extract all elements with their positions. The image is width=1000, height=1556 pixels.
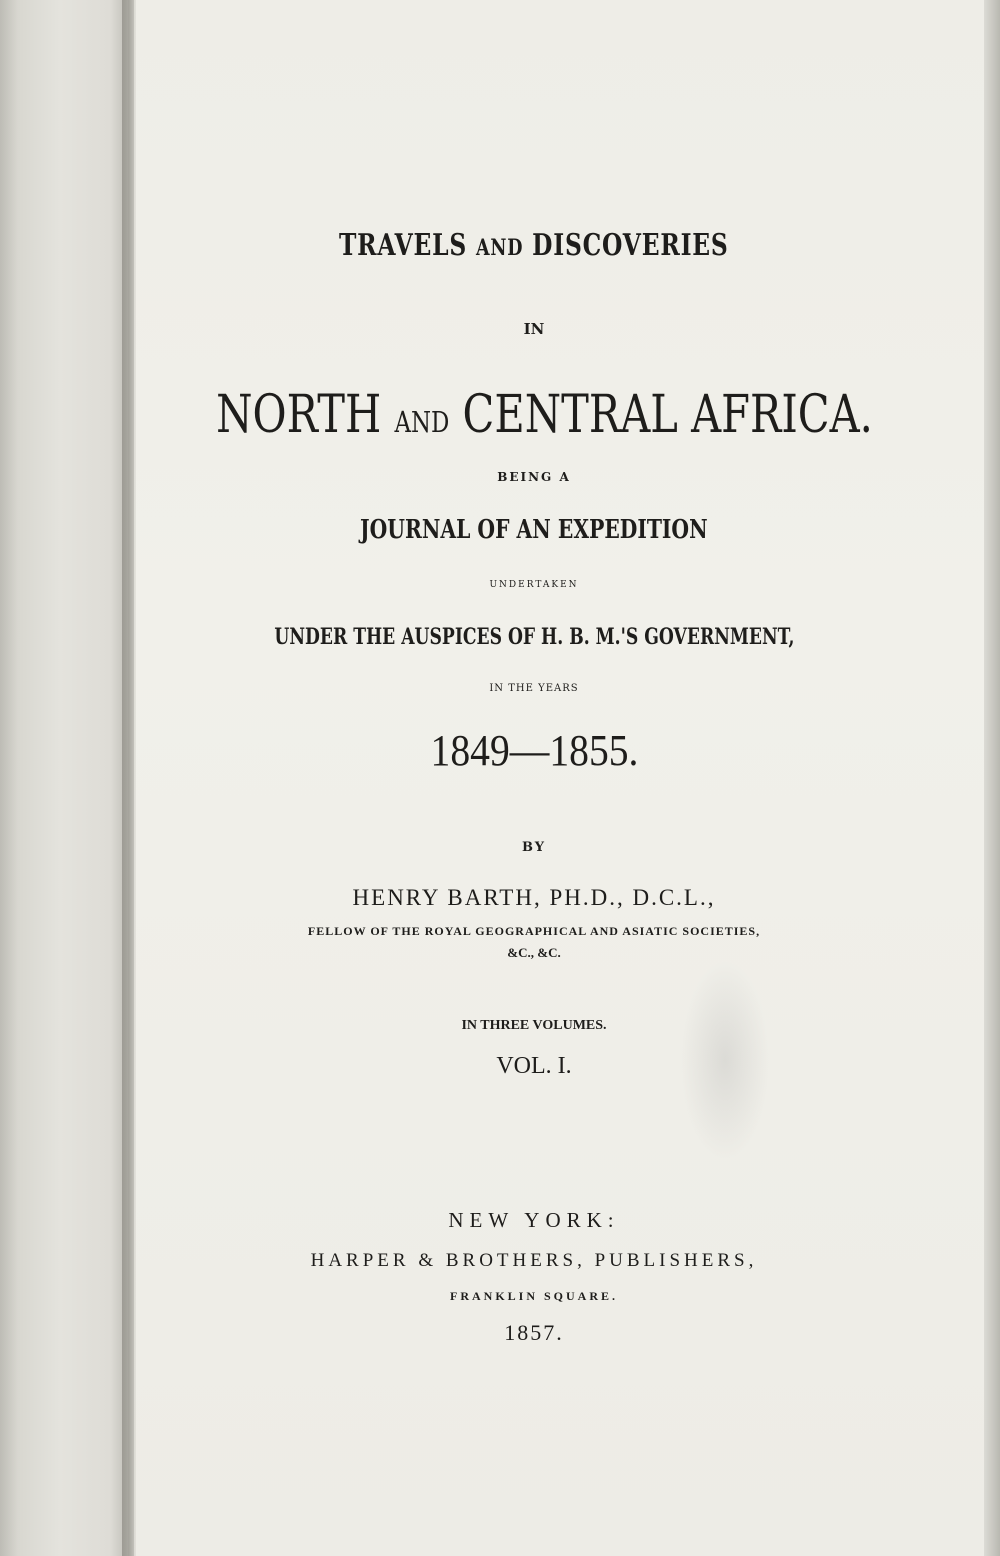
journal-text: JOURNAL OF AN EXPEDITION: [360, 515, 708, 545]
being-a-line: BEING A: [497, 470, 571, 484]
undertaken-line: UNDERTAKEN: [489, 580, 579, 590]
in-the-years-line: IN THE YEARS: [489, 683, 579, 694]
address-line: FRANKLIN SQUARE.: [449, 1289, 618, 1303]
title-word-discoveries: DISCOVERIES: [532, 228, 729, 263]
left-page-edge: [0, 0, 128, 1556]
title-line-2: [134, 385, 934, 445]
volumes-line: IN THREE VOLUMES.: [461, 1018, 607, 1033]
title-line-1: [134, 228, 934, 263]
title-word-travels: TRAVELS: [339, 228, 468, 263]
by-line: BY: [521, 840, 547, 855]
year-line: 1857.: [504, 1320, 564, 1345]
vol-line: VOL. I.: [496, 1053, 572, 1079]
years-text: 1849—1855.: [430, 726, 638, 775]
fellow-line: FELLOW OF THE ROYAL GEOGRAPHICAL AND ASIATIC SOCIETIES,: [307, 924, 761, 938]
auspices-text: UNDER THE AUSPICES OF H. B. M.'S GOVERNMENT,: [273, 624, 795, 650]
publisher-line: HARPER & BROTHERS, PUBLISHERS,: [310, 1250, 758, 1271]
city-line: NEW YORK:: [448, 1208, 620, 1232]
years-line: [134, 725, 934, 776]
etc-line: &C., &C.: [507, 945, 561, 960]
journal-line: [134, 515, 934, 545]
title-word-and: AND: [476, 235, 524, 261]
right-page-edge: [984, 0, 1000, 1556]
title-word-central-africa: CENTRAL AFRICA.: [462, 385, 873, 445]
auspices-line: [134, 624, 934, 650]
title-word-north: NORTH: [216, 385, 382, 445]
in-line: IN: [523, 320, 545, 338]
title-word-and-2: AND: [394, 405, 450, 439]
author-line: HENRY BARTH, PH.D., D.C.L.,: [352, 885, 716, 910]
